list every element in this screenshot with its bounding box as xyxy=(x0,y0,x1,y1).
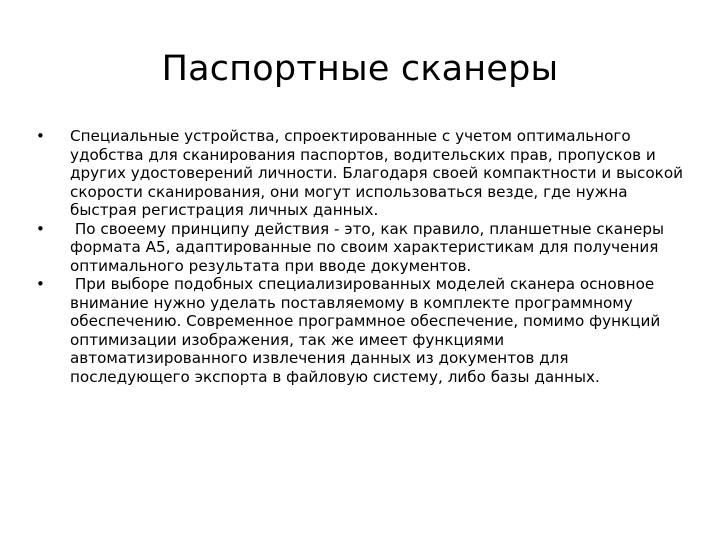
bullet-item-3 xyxy=(36,275,686,386)
bullet-text: При выборе подобных специализированных моделей сканера основное внимание нужно уделать поставляемому в комплекте программному обеспечению. Современное программное обеспечение, помимо функций оптимизации изображения, так же имеет функциями автоматизированного извлечения данных из документов для последующего экспорта в файловую систему, либо базы данных. xyxy=(70,275,666,386)
bullet-marker: • xyxy=(36,219,45,238)
bullet-marker: • xyxy=(36,127,45,145)
bullet-text: Специальные устройства, спроектированные с учетом оптимального удобства для сканирования паспортов, водительских прав, пропусков и других удостоверений личности. Благодаря своей компактности и высокой скорости сканирования, они могут использоваться везде, где нужна быстрая регистрация личных данных. xyxy=(70,127,684,219)
bullet-item-1 xyxy=(36,127,686,220)
slide-title: Паспортные сканеры xyxy=(161,49,559,89)
bullet-list xyxy=(36,127,686,386)
bullet-text: По своеему принципу действия - это, как правило, планшетные сканеры формата А5, адаптированные по своим характеристикам для получения оптимального результата при вводе документов. xyxy=(70,219,669,275)
bullet-marker: • xyxy=(36,275,45,293)
bullet-item-2 xyxy=(36,220,686,276)
